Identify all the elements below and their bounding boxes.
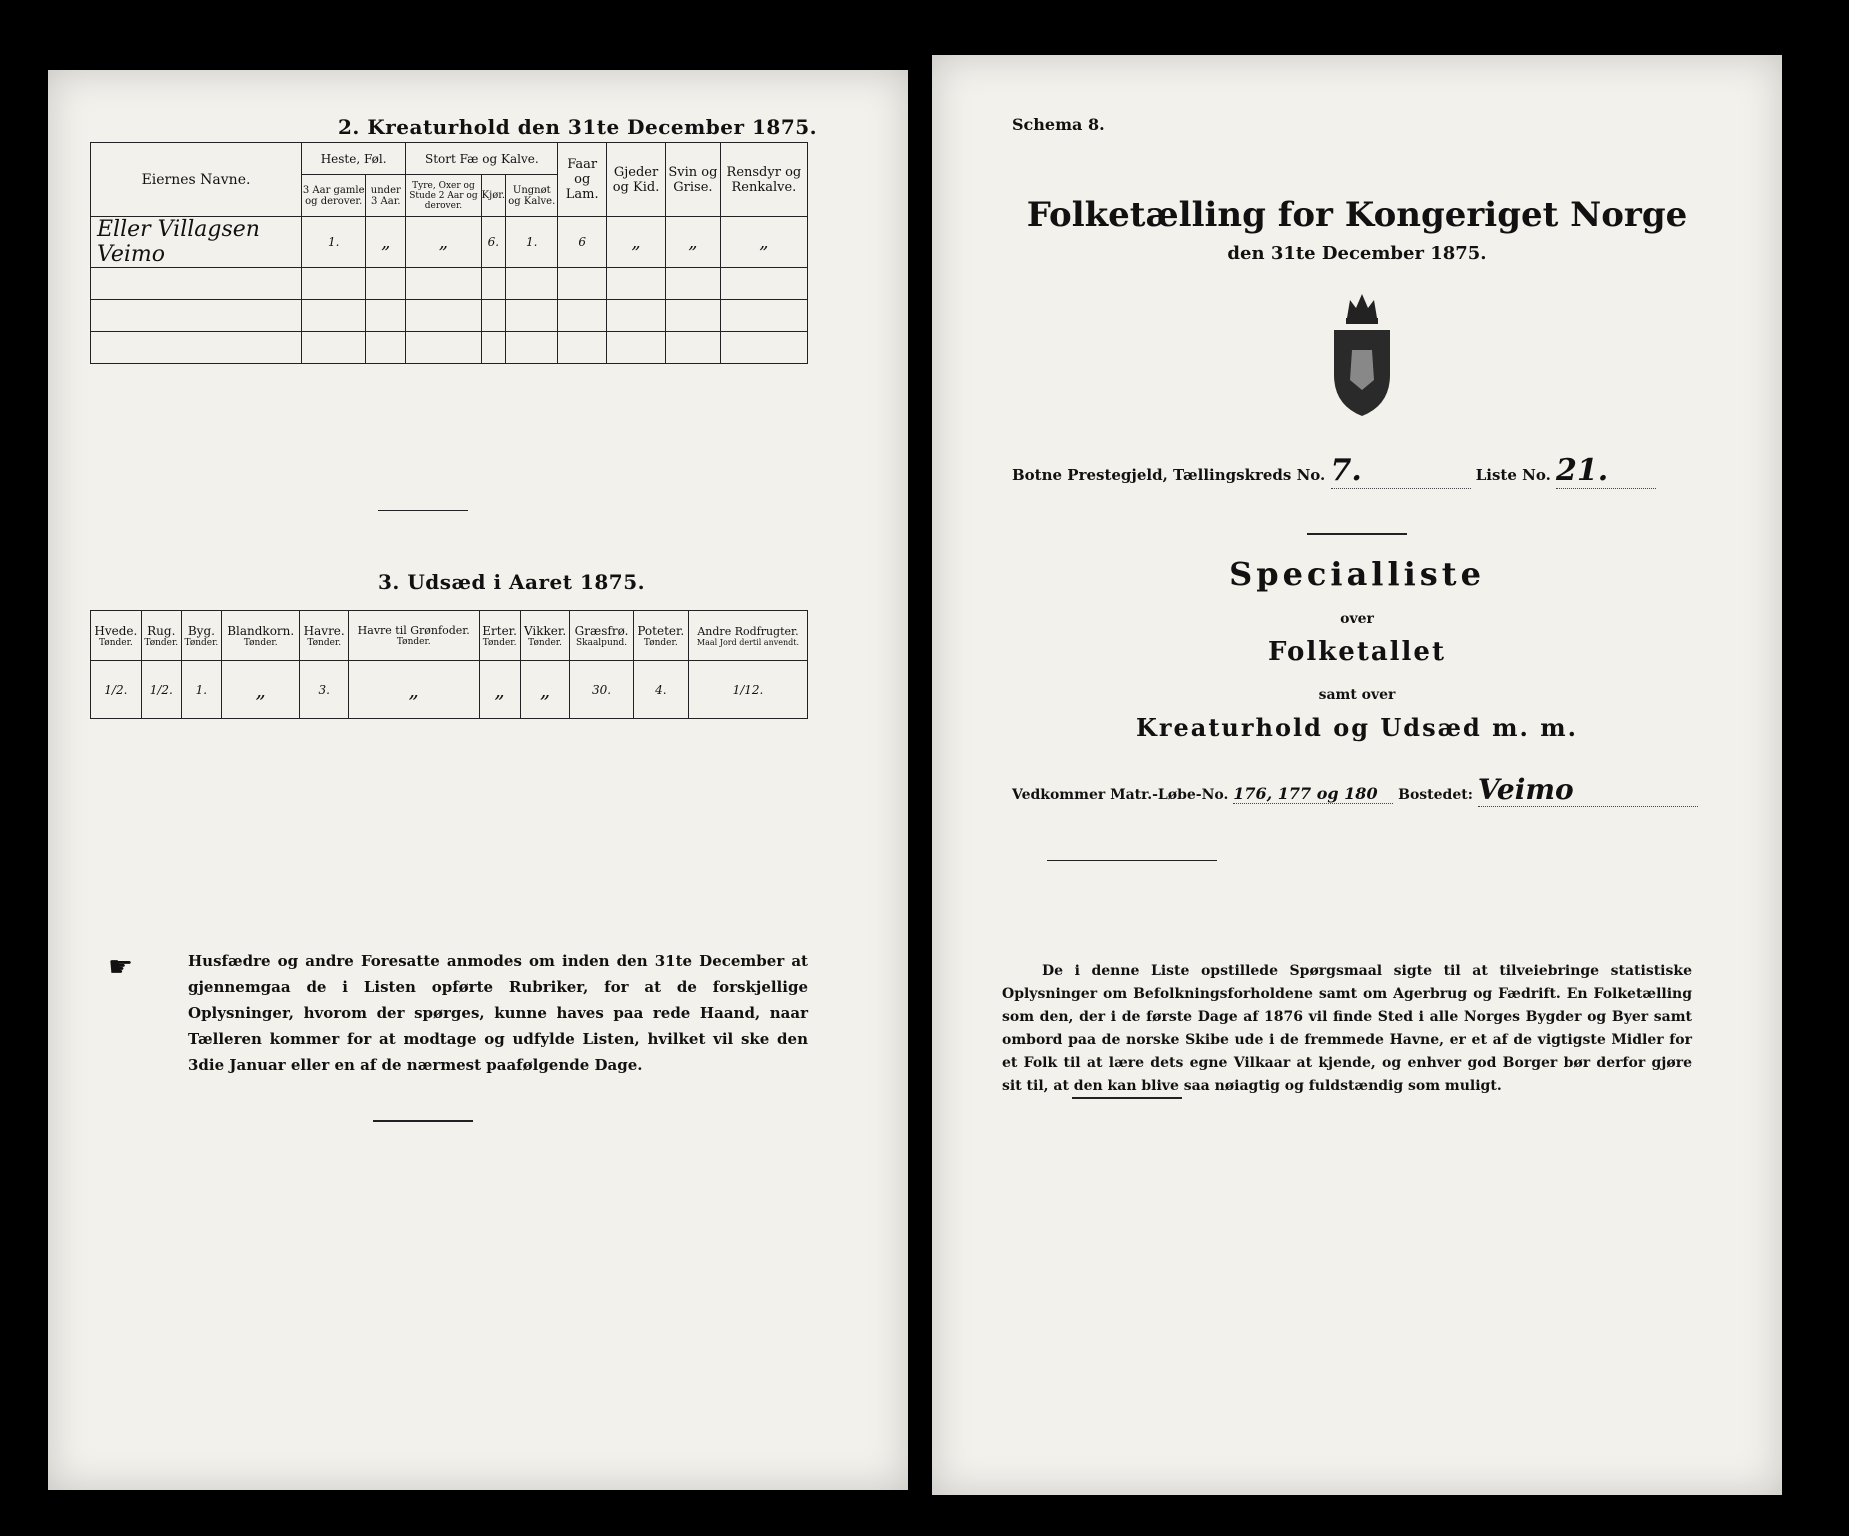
kreaturhold-heading: Kreaturhold og Udsæd m. m.: [1136, 713, 1578, 742]
census-date: den 31te December 1875.: [1227, 243, 1487, 264]
district-line: [1012, 453, 1656, 489]
page-title: Folketælling for Kongeriget Norge: [1026, 195, 1688, 235]
table-cell: 3.: [300, 661, 349, 719]
seed-heading: 3. Udsæd i Aaret 1875.: [378, 570, 646, 594]
livestock-heading: 2. Kreaturhold den 31te December 1875.: [338, 115, 818, 139]
table-cell: 4.: [633, 661, 688, 719]
table-cell: „: [221, 661, 299, 719]
owner-header: Eiernes Navne.: [91, 143, 302, 217]
col-header-horses-young: under 3 Aar.: [366, 175, 406, 217]
cattle-header: Stort Fæ og Kalve.: [406, 143, 558, 175]
specialliste-heading: Specialliste: [1229, 555, 1485, 593]
table-cell: 1/12.: [688, 661, 807, 719]
table-row: [91, 217, 808, 268]
col-header-bulls: Tyre, Oxer og Stude 2 Aar og derover.: [406, 175, 481, 217]
table-cell: 1/2.: [141, 661, 181, 719]
liste-value: 21.: [1556, 453, 1656, 489]
pointing-hand-icon: ☛: [108, 950, 134, 983]
seed-col-header: Græsfrø. Skaalpund.: [570, 611, 633, 661]
livestock-table: [90, 142, 808, 364]
seed-col-header: Havre. Tønder.: [300, 611, 349, 661]
seed-col-header: Erter. Tønder.: [479, 611, 520, 661]
table-cell: „: [366, 217, 406, 268]
seed-col-header: Hvede. Tønder.: [91, 611, 142, 661]
table-cell: 1.: [181, 661, 221, 719]
footer-text: De i denne Liste opstillede Spørgsmaal sigte til at tilveiebringe statistiske Oplysninger om Befolkningsforholdene samt om Agerbrug og Fædrift. En Folketælling som den, der i de første Dage af 1876 vil finde Sted i alle Norges Bygder og Byer samt ombord paa de norske Skibe ude i de fremmede Havne, er et af de vigtigste Midler for et Folk til at lære dets egne Vilkaar at kjende, og enhver god Borger bør derfor gjøre sit til, at den kan blive saa nøiagtig og fuldstændig som muligt.: [1002, 963, 1692, 1094]
owner-name: Eller Villagsen Veimo: [91, 217, 302, 268]
table-cell: „: [348, 661, 479, 719]
col-header-young-cattle: Ungnøt og Kalve.: [506, 175, 558, 217]
table-cell: „: [520, 661, 570, 719]
prestegjeld-label: Botne Prestegjeld,: [1012, 466, 1168, 484]
table-cell: „: [479, 661, 520, 719]
table-cell: 30.: [570, 661, 633, 719]
col-header-horses-old: 3 Aar gamle og derover.: [302, 175, 366, 217]
col-header-sheep: Faar og Lam.: [558, 143, 607, 217]
kreds-value: 7.: [1331, 453, 1471, 489]
seed-col-header: Havre til Grønfoder. Tønder.: [348, 611, 479, 661]
seed-col-header: Andre Rodfrugter. Maal Jord dertil anvendt.: [688, 611, 807, 661]
matr-value: 176, 177 og 180: [1233, 784, 1393, 804]
divider: [1307, 533, 1407, 535]
table-cell: „: [720, 217, 807, 268]
col-header-pigs: Svin og Grise.: [666, 143, 721, 217]
seed-col-header: Poteter. Tønder.: [633, 611, 688, 661]
schema-label: Schema 8.: [1012, 115, 1105, 134]
right-page: [932, 55, 1782, 1495]
samt-over-label: samt over: [1318, 687, 1396, 703]
coat-of-arms-icon: [1322, 290, 1402, 420]
table-cell: 1.: [302, 217, 366, 268]
seed-col-header: Blandkorn. Tønder.: [221, 611, 299, 661]
left-page: [48, 70, 908, 1490]
divider: [378, 510, 468, 511]
matrikkel-line: [1012, 773, 1698, 807]
bosted-value: Veimo: [1478, 773, 1698, 807]
table-cell: „: [607, 217, 666, 268]
horses-header: Heste, Føl.: [302, 143, 406, 175]
seed-col-header: Vikker. Tønder.: [520, 611, 570, 661]
table-cell: „: [406, 217, 481, 268]
divider: [373, 1120, 473, 1122]
notice-text: Husfædre og andre Foresatte anmodes om inden den 31te December at gjennemgaa de i Listen opførte Rubriker, for at de forskjellige Oplysninger, hvorom der spørges, kunne haves paa rede Haand, naar Tælleren kommer for at modtage og udfylde Listen, hvilket vil ske den 3die Januar eller en af de nærmest paafølgende Dage.: [188, 952, 808, 1074]
col-header-cows: Kjør.: [481, 175, 505, 217]
folketallet-heading: Folketallet: [1268, 637, 1446, 667]
seed-col-header: Rug. Tønder.: [141, 611, 181, 661]
col-header-goats: Gjeder og Kid.: [607, 143, 666, 217]
table-cell: „: [666, 217, 721, 268]
bosted-label: Bostedet:: [1398, 787, 1473, 803]
over-label: over: [1340, 611, 1374, 627]
divider: [1072, 1097, 1182, 1099]
table-row: [91, 661, 808, 719]
table-cell: 6.: [481, 217, 505, 268]
liste-label: Liste No.: [1475, 466, 1551, 484]
seed-col-header: Byg. Tønder.: [181, 611, 221, 661]
col-header-reindeer: Rensdyr og Renkalve.: [720, 143, 807, 217]
kreds-label: Tællingskreds No.: [1173, 466, 1326, 484]
seed-table: [90, 610, 808, 719]
divider: [1047, 860, 1217, 861]
table-cell: 1/2.: [91, 661, 142, 719]
table-cell: 6: [558, 217, 607, 268]
table-cell: 1.: [506, 217, 558, 268]
matr-label: Vedkommer Matr.-Løbe-No.: [1012, 787, 1229, 803]
